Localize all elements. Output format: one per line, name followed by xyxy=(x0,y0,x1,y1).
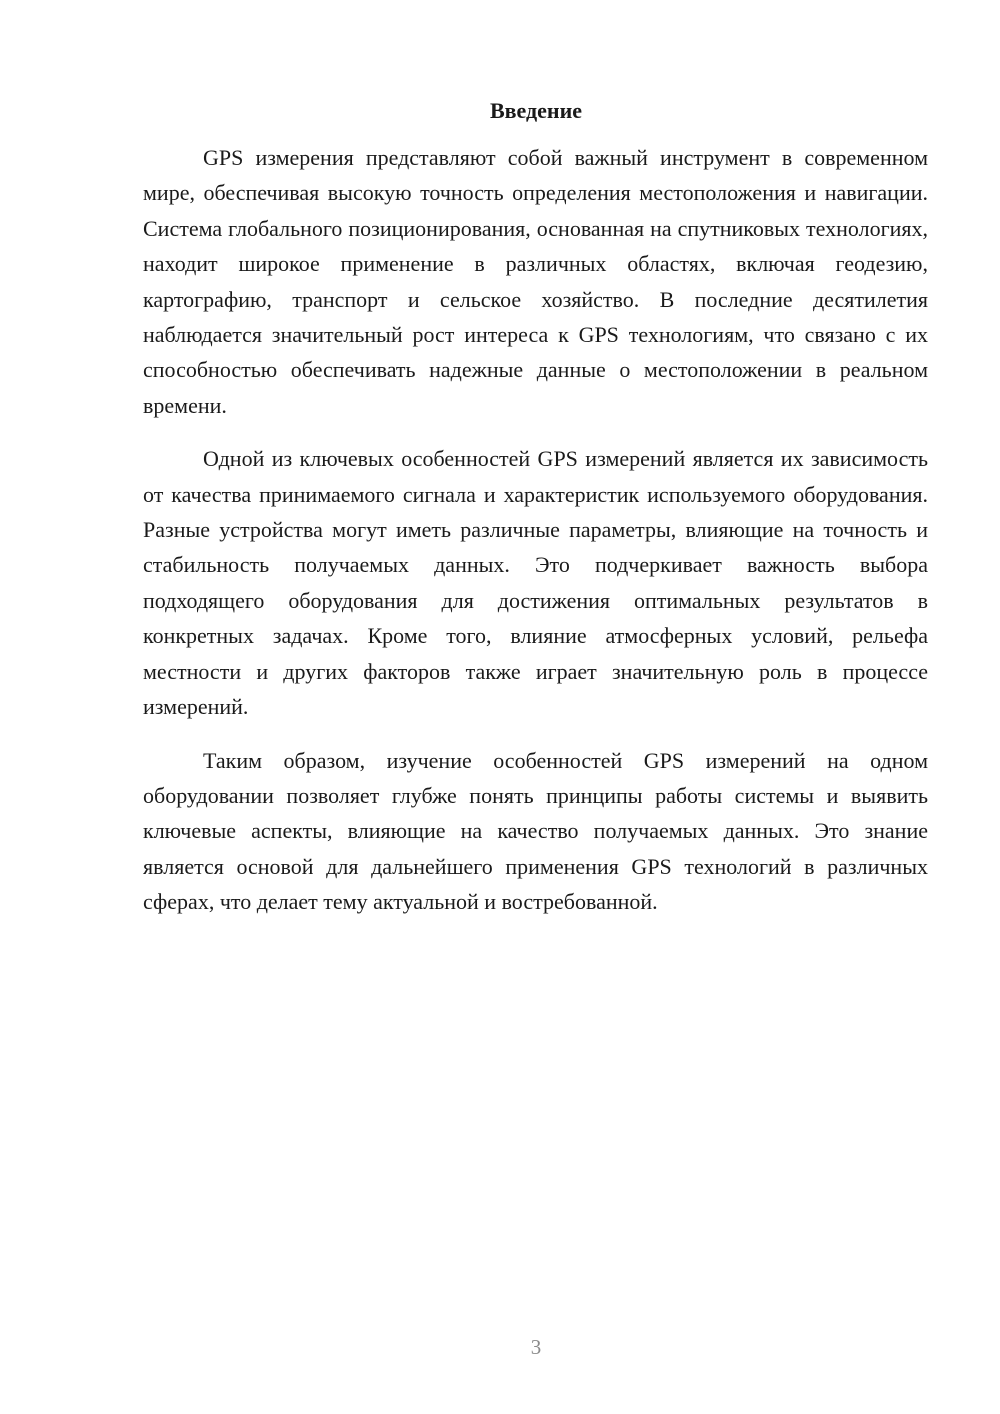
page-number: 3 xyxy=(530,1335,542,1359)
paragraph-2: Одной из ключевых особенностей GPS измерений является их зависимость от качества принимаемого сигнала и характеристик используемого оборудования. Разные устройства могут иметь различные параметры, влияющие на точность и стабильность получаемых данных. Это подчеркивает важность выбора подходящего оборудования для достижения оптимальных результатов в конкретных задачах. Кроме того, влияние атмосферных условий, рельефа местности и других факторов также играет значительную роль в процессе измерений. xyxy=(143,446,928,720)
section-heading: Введение xyxy=(489,98,583,123)
paragraph-1: GPS измерения представляют собой важный инструмент в современном мире, обеспечивая высокую точность определения местоположения и навигации. Система глобального позиционирования, основанная на спутниковых технологиях, находит широкое применение в различных областях, включая геодезию, картографию, транспорт и сельское хозяйство. В последние десятилетия наблюдается значительный рост интереса к GPS технологиям, что связано с их способностью обеспечивать надежные данные о местоположении в реальном времени. xyxy=(143,145,928,418)
paragraph-3: Таким образом, изучение особенностей GPS измерений на одном оборудовании позволяет глубже понять принципы работы системы и выявить ключевые аспекты, влияющие на качество получаемых данных. Это знание является основой для дальнейшего применения GPS технологий в различных сферах, что делает тему актуальной и востребованной. xyxy=(143,747,928,915)
body-text xyxy=(143,140,928,938)
